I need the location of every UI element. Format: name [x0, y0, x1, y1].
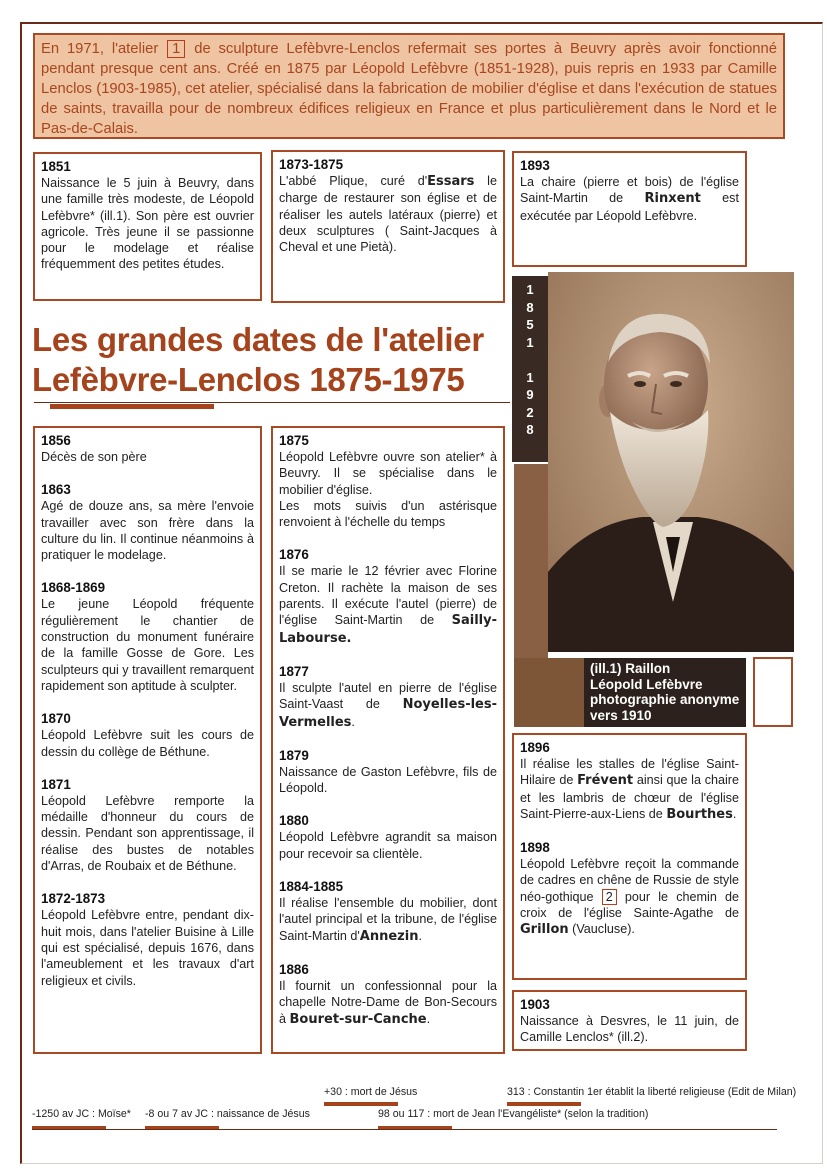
lifespan-digit: 1: [526, 334, 534, 350]
entry-year: 1879: [279, 747, 309, 763]
entry-year: 1871: [41, 776, 71, 792]
entry-year: 1877: [279, 663, 309, 679]
entry-box-1873: [271, 150, 505, 303]
caption-line-2: Léopold Lefèbvre: [590, 676, 703, 692]
timeline-entry: [279, 546, 497, 646]
timeline-event: 98 ou 117 : mort de Jean l'Evangéliste* (selon la tradition): [378, 1108, 649, 1120]
decorative-strip: [514, 464, 548, 658]
entry-text: Naissance le 5 juin à Beuvry, dans une famille très modeste, de Léopold Lefèbvre* (ill.1). Son père est ouvrier agricole. Très jeune il se passionne pour le modelage et réalise fréquemment des petites études.: [41, 176, 254, 272]
entry-year: 1893: [520, 158, 550, 173]
intro-text-end: de sculpture Lefèbvre-Lenclos refermait ses portes à Beuvry après avoir fonctionné pendant presque cent ans. Créé en 1875 par Léopold Lefèbvre (1851-1928), puis repris en 1933 par Camille Lenclos (1903-1985), cet atelier, spécialisé dans la fabrication de mobilier d'église et dans l'exécution de statues de saints, travailla pour de nombreux édifices religieux en France et plus particulièrement dans le Nord et le Pas-de-Calais.: [41, 41, 777, 137]
timeline-event: 313 : Constantin 1er établit la liberté religieuse (Edit de Milan): [507, 1086, 797, 1098]
lifespan-digit: 1: [526, 369, 534, 385]
entry-year: 1863: [41, 482, 71, 498]
caption-line-4: vers 1910: [590, 707, 652, 723]
place-name: Grillon: [520, 922, 569, 938]
portrait-photo: [548, 272, 794, 652]
empty-frame: [753, 657, 793, 727]
entry-year: 1868-1869: [41, 580, 106, 596]
entry-text: La chaire (pierre et bois) de l'église Saint-Martin de Rinxent est exécutée par Léopold Lefèbvre.: [520, 175, 739, 223]
timeline-column-2: [271, 426, 505, 1054]
entry-text: Léopold Lefèbvre suit les cours de dessin du collège de Béthune.: [41, 728, 254, 759]
timeline-entry: [41, 481, 254, 563]
entry-text: Naissance de Gaston Lefèbvre, fils de Léopold.: [279, 764, 497, 796]
page-title-line-1: Les grandes dates de l'atelier: [32, 321, 484, 358]
photo-caption: [514, 658, 746, 727]
entry-text: Il réalise les stalles de l'église Saint-Hilaire de Frévent ainsi que la chaire et les lambris de chœur de l'église Saint-Pierre-aux-Liens de Bourthes.: [520, 757, 739, 822]
title-accent-bar: [50, 404, 214, 409]
timeline-event: +30 : mort de Jésus: [324, 1086, 418, 1098]
timeline-entry: [41, 432, 254, 465]
timeline-entry: [279, 747, 497, 797]
entry-text: Naissance à Desvres, le 11 juin, de Camille Lenclos* (ill.2).: [520, 1014, 739, 1045]
lifespan-digit: 9: [526, 387, 534, 402]
lifespan-digit: 8: [526, 422, 534, 437]
entry-box-1896-1898: [512, 733, 747, 980]
entry-text: Léopold Lefèbvre reçoit la commande de cadres en chêne de Russie de style néo-gothique 2 pour le chemin de croix de l'église Sainte-Agathe de Grillon (Vaucluse).: [520, 857, 739, 938]
entry-year: 1880: [279, 813, 309, 829]
timeline-event: -1250 av JC : Moïse*: [32, 1108, 131, 1120]
entry-year: 1898: [520, 840, 550, 856]
timeline-entry: [279, 878, 497, 945]
timeline-entry: [41, 710, 254, 760]
entry-text: Il sculpte l'autel en pierre de l'église Saint-Vaast de Noyelles-les-Vermelles.: [279, 680, 497, 730]
timeline-entry: [279, 663, 497, 731]
entry-box-1893: [512, 151, 747, 267]
intro-text-start: En 1971, l'atelier: [41, 41, 167, 57]
lifespan-strip: [512, 276, 548, 462]
timeline-column-1: [33, 426, 262, 1054]
entry-year: 1870: [41, 711, 71, 727]
entry-year: 1886: [279, 961, 309, 977]
entry-text: Décès de son père: [41, 450, 147, 464]
place-name: Frévent: [577, 773, 634, 789]
entry-text: Léopold Lefèbvre entre, pendant dix-huit mois, dans l'atelier Buisine à Lille qui est spécialisé, depuis 1676, dans l'ameublement et les travaux d'art religieux et civils.: [41, 908, 254, 988]
entry-text: Il réalise l'ensemble du mobilier, dont l'autel principal et la tribune, de l'église Saint-Martin d'Annezin.: [279, 896, 497, 944]
entry-year: 1876: [279, 547, 309, 563]
place-name: Sailly-Labourse.: [279, 613, 497, 646]
page-title-line-2: Lefèbvre-Lenclos 1875-1975: [32, 361, 465, 398]
caption-line-3: photographie anonyme: [590, 692, 740, 707]
caption-line-1: (ill.1) Raillon: [590, 661, 671, 676]
lifespan-digit: 5: [526, 317, 534, 332]
entry-year: 1873-1875: [279, 157, 344, 172]
entry-year: 1851: [41, 159, 71, 174]
timeline-entry: [41, 890, 254, 988]
entry-year: 1896: [520, 740, 550, 755]
lifespan-digit: [512, 351, 548, 369]
place-name: Bouret-sur-Canche: [289, 1011, 427, 1027]
timeline-entry: [279, 961, 497, 1028]
place-name: Essars: [427, 174, 475, 189]
entry-year: 1903: [520, 997, 550, 1012]
entry-text: Le jeune Léopold fréquente régulièrement le chantier de construction du monument funéraire de la famille Gosse de Gore. Les sculpteurs qui y travaillent remarquent rapidement son aptitude à sculpter.: [41, 597, 254, 693]
timeline-entry: [41, 776, 254, 874]
title-divider: [34, 402, 510, 403]
reference-marker-2: 2: [602, 889, 617, 905]
timeline-axis: [32, 1129, 777, 1130]
timeline-entry: [279, 432, 497, 530]
lifespan-digit: 8: [526, 299, 534, 315]
entry-year: 1856: [41, 433, 71, 448]
intro-box: [33, 33, 785, 139]
lifespan-digit: 1: [526, 282, 534, 297]
timeline-entry: [279, 812, 497, 862]
entry-box-1851: [33, 152, 262, 301]
entry-year: 1875: [279, 433, 309, 448]
place-name: Noyelles-les-Vermelles: [279, 697, 497, 730]
entry-box-1903: [512, 990, 747, 1051]
entry-text: Il se marie le 12 février avec Florine Creton. Il rachète la maison de ses parents. Il exécute l'autel (pierre) de l'église Saint-Martin de Sailly-Labourse.: [279, 564, 497, 646]
timeline-event: -8 ou 7 av JC : naissance de Jésus: [145, 1108, 310, 1120]
lifespan-digit: 2: [526, 404, 534, 420]
timeline-entry: [41, 579, 254, 694]
page-title: [32, 320, 512, 400]
entry-text: Léopold Lefèbvre agrandit sa maison pour recevoir sa clientèle.: [279, 830, 497, 861]
place-name: Rinxent: [644, 191, 701, 207]
caption-swatch: [514, 658, 584, 727]
entry-text: Il fournit un confessionnal pour la chapelle Notre-Dame de Bon-Secours à Bouret-sur-Canche.: [279, 978, 497, 1027]
entry-text: L'abbé Plique, curé d'Essars le charge de restaurer son église et de réaliser les autels latéraux (pierre) et deux sculptures ( Saint-Jacques à Cheval et une Pietà).: [279, 174, 497, 255]
entry-text: Agé de douze ans, sa mère l'envoie travailler avec son frère dans la culture du lin. Il continue néanmoins à pratiquer le modelage.: [41, 499, 254, 563]
timeline-marker: [507, 1102, 581, 1106]
timeline-marker: [324, 1102, 398, 1106]
entry-year: 1872-1873: [41, 891, 106, 907]
entry-year: 1884-1885: [279, 879, 344, 895]
reference-marker-1: 1: [167, 40, 185, 58]
entry-text: Léopold Lefèbvre ouvre son atelier* à Beuvry. Il se spécialise dans le mobilier d'église. Les mots suivis d'un astérisque renvoient à l'échelle du temps: [279, 450, 497, 530]
place-name: Annezin: [359, 928, 419, 944]
entry-text: Léopold Lefèbvre remporte la médaille d'honneur du cours de dessin. Pendant son apprentissage, il réalise des bustes de notables d'Arras, de Roubaix et de Béthune.: [41, 793, 254, 874]
place-name: Bourthes: [666, 806, 733, 822]
